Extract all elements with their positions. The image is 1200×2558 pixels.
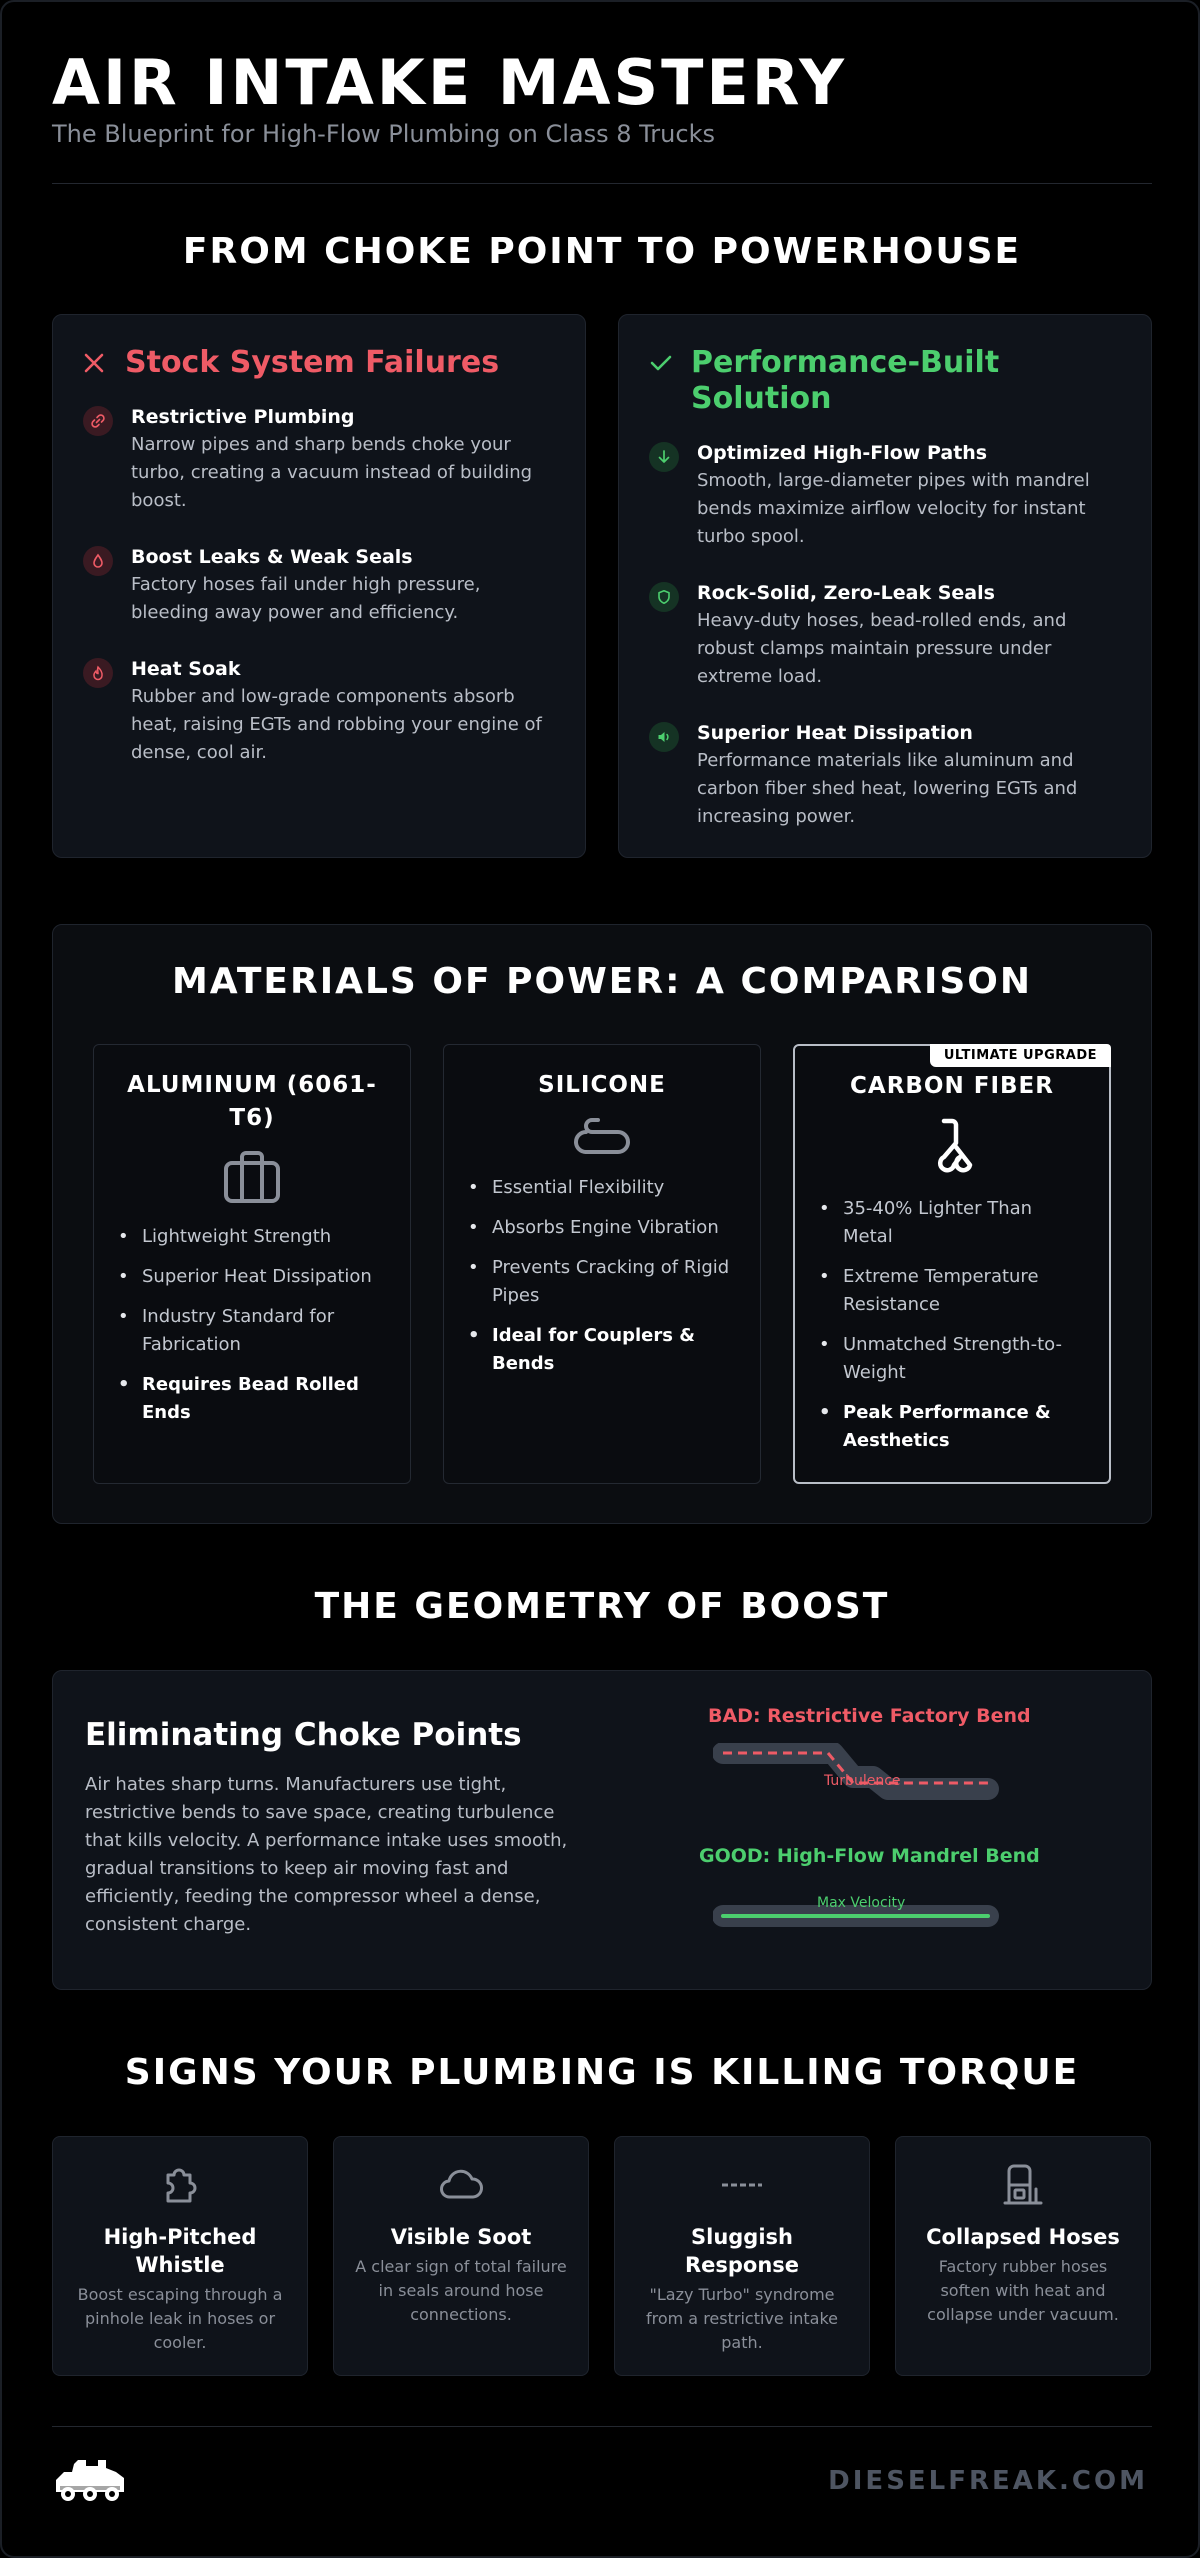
material-point: • Absorbs Engine Vibration [468,1214,736,1242]
performance-item-title: Optimized High-Flow Paths [697,442,988,464]
performance-item-desc: Performance materials like aluminum and carbon fiber shed heat, lowering EGTs and increasing power. [697,750,1078,827]
performance-heading [649,345,1121,417]
material-point: • Lightweight Strength [118,1223,386,1251]
turbulence-label: Turbulence [824,1773,901,1789]
material-title: CARBON FIBER [850,1073,1054,1099]
puzzle-icon [71,2163,289,2207]
footer-brand[interactable]: DIESELFREAK.COM [828,2466,1148,2496]
material-point: • Essential Flexibility [468,1174,736,1202]
sign-card-soot [333,2136,589,2376]
fan-icon [649,722,679,752]
material-point: • 35-40% Lighter Than Metal [819,1195,1085,1251]
geometry-panel [52,1670,1152,1990]
intake-pipe-icon [819,1117,1085,1177]
material-title: SILICONE [538,1072,666,1098]
material-card-silicone [443,1044,761,1484]
briefcase-icon [118,1149,386,1205]
stock-item-desc: Rubber and low-grade components absorb heat, raising EGTs and robbing your engine of dense, cool air. [131,686,542,763]
x-icon [83,345,115,381]
sign-card-whistle [52,2136,308,2376]
material-card-aluminum [93,1044,411,1484]
material-point: • Extreme Temperature Resistance [819,1263,1085,1319]
sign-title: Collapsed Hoses [926,2225,1120,2249]
stock-item-desc: Factory hoses fail under high pressure, bleeding away power and efficiency. [131,574,481,623]
footer-divider [52,2426,1152,2427]
material-title: ALUMINUM (6061-T6) [127,1072,377,1131]
stock-item-title: Boost Leaks & Weak Seals [131,546,413,568]
check-icon [649,345,681,381]
cloud-icon [352,2163,570,2207]
material-point: • Superior Heat Dissipation [118,1263,386,1291]
stock-item-desc: Narrow pipes and sharp bends choke your turbo, creating a vacuum instead of building boost. [131,434,533,511]
sign-desc: A clear sign of total failure in seals around hose connections. [355,2257,567,2324]
stock-item [83,657,555,767]
material-highlight: • Ideal for Couplers & Bends [468,1322,736,1378]
stock-item-title: Heat Soak [131,658,241,680]
truck-logo-icon [52,2454,128,2508]
performance-item [649,721,1121,831]
link-icon [83,406,113,436]
section-title-geometry: THE GEOMETRY OF BOOST [314,1586,890,1627]
performance-item-desc: Smooth, large-diameter pipes with mandrel bends maximize airflow velocity for instant turbo spool. [697,470,1090,547]
max-velocity-label: Max Velocity [817,1895,906,1911]
material-point: • Industry Standard for Fabrication [118,1303,386,1359]
material-point: • Unmatched Strength-to-Weight [819,1331,1085,1387]
material-card-carbon-fiber [793,1044,1111,1484]
stock-heading [83,345,555,381]
flame-icon [83,658,113,688]
stock-item-title: Restrictive Plumbing [131,406,355,428]
sign-desc: "Lazy Turbo" syndrome from a restrictive intake path. [645,2285,839,2352]
geometry-body: Air hates sharp turns. Manufacturers use tight, restrictive bends to save space, creating turbulence that kills velocity. A performance intake uses smooth, gradual transitions to keep air moving fast and efficiently, feeding the compressor wheel a dense, consistent charge. [85,1774,568,1935]
stock-heading-text: Stock System Failures [125,345,500,380]
drop-icon [83,546,113,576]
sign-title: Visible Soot [390,2225,532,2249]
sign-title: High-Pitched Whistle [103,2225,257,2277]
shield-icon [649,582,679,612]
good-bend-label: GOOD: High-Flow Mandrel Bend [699,1845,1040,1867]
performance-item [649,581,1121,691]
stock-item [83,545,555,627]
section-title-materials: MATERIALS OF POWER: A COMPARISON [171,961,1033,1002]
geometry-heading: Eliminating Choke Points [85,1717,522,1753]
performance-item-desc: Heavy-duty hoses, bead-rolled ends, and robust clamps maintain pressure under extreme load. [697,610,1067,687]
section-title-signs: SIGNS YOUR PLUMBING IS KILLING TORQUE [124,2052,1080,2093]
performance-solution-panel [618,314,1152,858]
material-highlight: • Peak Performance & Aesthetics [819,1399,1085,1455]
arrow-down-icon [649,442,679,472]
sign-card-sluggish [614,2136,870,2376]
performance-item-title: Rock-Solid, Zero-Leak Seals [697,582,995,604]
material-point: • Prevents Cracking of Rigid Pipes [468,1254,736,1310]
hose-icon [914,2163,1132,2207]
sign-desc: Factory rubber hoses soften with heat and collapse under vacuum. [927,2257,1119,2324]
sign-desc: Boost escaping through a pinhole leak in hoses or cooler. [77,2285,283,2352]
header-divider [52,183,1152,184]
page-title: AIR INTAKE MASTERY [52,46,848,119]
performance-heading-text: Performance-Built Solution [691,345,1000,416]
sign-card-collapsed [895,2136,1151,2376]
stock-failures-panel [52,314,586,858]
material-highlight: • Requires Bead Rolled Ends [118,1371,386,1427]
stock-item [83,405,555,515]
page-subtitle: The Blueprint for High-Flow Plumbing on Class 8 Trucks [52,120,715,148]
dashed-line-icon [633,2163,851,2207]
ultimate-upgrade-badge: ULTIMATE UPGRADE [930,1044,1111,1067]
bad-bend-label: BAD: Restrictive Factory Bend [708,1705,1031,1727]
flexible-hose-icon [468,1116,736,1156]
performance-item [649,441,1121,551]
section-title-choke: FROM CHOKE POINT TO POWERHOUSE [182,231,1022,272]
sign-title: Sluggish Response [684,2225,800,2277]
performance-item-title: Superior Heat Dissipation [697,722,973,744]
